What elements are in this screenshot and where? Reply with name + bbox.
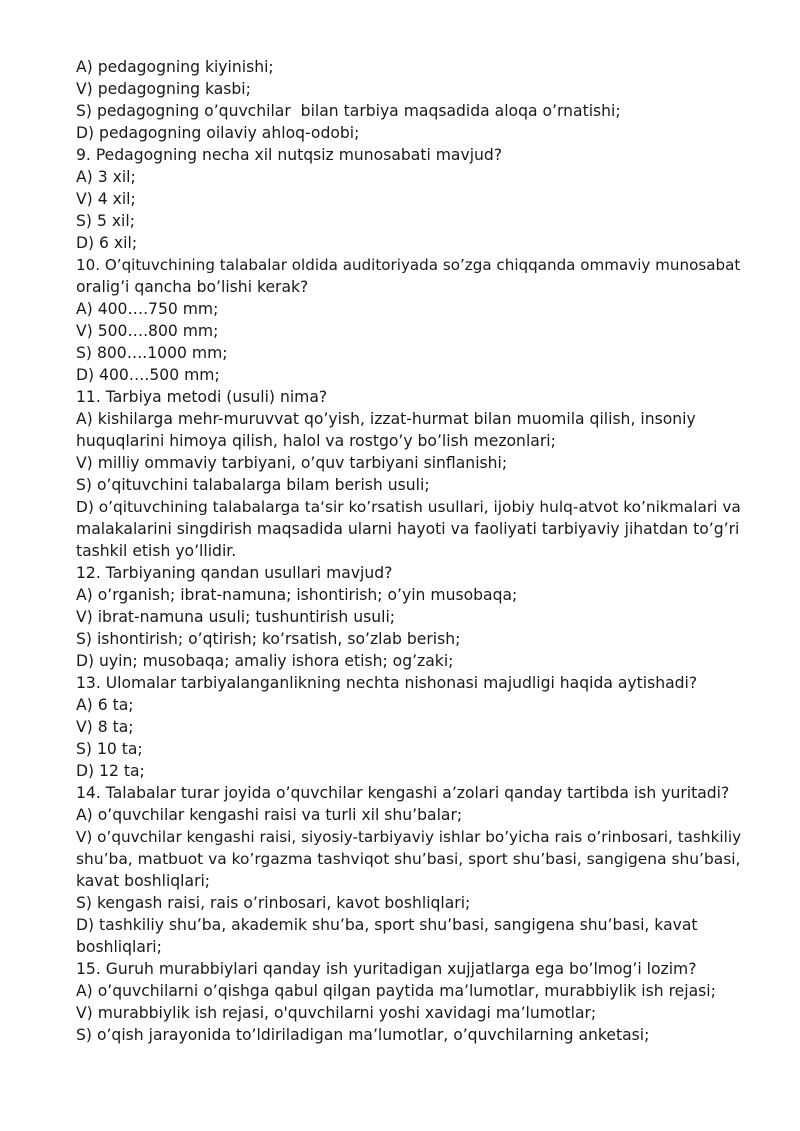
document-page <box>76 56 744 1046</box>
question-line: 13. Ulomalar tarbiyalanganlikning nechta nishonasi majudligi haqida aytishadi? <box>76 674 698 692</box>
answer-line: V) murabbiylik ish rejasi, o'quvchilarni yoshi xavidagi ma’lumotlar; <box>76 1004 597 1022</box>
answer-line: S) ishontirish; o’qtirish; ko’rsatish, so’zlab berish; <box>76 630 461 648</box>
answer-line-cont: huquqlarini himoya qilish, halol va rostgo’y bo’lish mezonlari; <box>76 432 556 450</box>
answer-line: A) 400….750 mm; <box>76 300 219 318</box>
answer-line: D) tashkiliy shu’ba, akademik shu’ba, sport shu’basi, sangigena shu’basi, kavat <box>76 916 698 934</box>
answer-line: V) o’quvchilar kengashi raisi, siyosiy-tarbiyaviy ishlar bo’yicha rais o’rinbosari, tashkiliy <box>76 828 742 846</box>
answer-line: V) milliy ommaviy tarbiyani, o’quv tarbiyani sinflanishi; <box>76 454 508 472</box>
answer-line: D) pedagogning oilaviy ahloq-odobi; <box>76 124 360 142</box>
question-line-cont: oralig’i qancha bo’lishi kerak? <box>76 278 309 296</box>
answer-line: V) pedagogning kasbi; <box>76 80 251 98</box>
answer-line: A) 3 xil; <box>76 168 136 186</box>
question-line: 14. Talabalar turar joyida o’quvchilar kengashi a’zolari qanday tartibda ish yuritadi? <box>76 784 730 802</box>
answer-line: A) 6 ta; <box>76 696 134 714</box>
answer-line-cont: boshliqlari; <box>76 938 162 956</box>
answer-line: A) o’quvchilar kengashi raisi va turli xil shu’balar; <box>76 806 463 824</box>
answer-line: D) o’qituvchining talabalarga ta‘sir ko’rsatish usullari, ijobiy hulq-atvot ko’nikmalari va <box>76 498 741 516</box>
question-line: 9. Pedagogning necha xil nutqsiz munosabati mavjud? <box>76 146 503 164</box>
answer-line: V) 4 xil; <box>76 190 136 208</box>
answer-line: D) uyin; musobaqa; amaliy ishora etish; og’zaki; <box>76 652 454 670</box>
answer-line: D) 400….500 mm; <box>76 366 220 384</box>
answer-line: V) 8 ta; <box>76 718 134 736</box>
answer-line-cont: shu’ba, matbuot va ko’rgazma tashviqot shu’basi, sport shu’basi, sangigena shu’basi, <box>76 850 741 868</box>
answer-line: V) ibrat-namuna usuli; tushuntirish usuli; <box>76 608 396 626</box>
answer-line: A) o’quvchilarni o’qishga qabul qilgan paytida ma’lumotlar, murabbiylik ish rejasi; <box>76 982 716 1000</box>
question-line: 10. O’qituvchining talabalar oldida auditoriyada so’zga chiqqanda ommaviy munosabat <box>76 256 741 274</box>
answer-line: S) pedagogning o’quvchilar bilan tarbiya maqsadida aloqa o’rnatishi; <box>76 102 621 120</box>
answer-line-cont: kavat boshliqlari; <box>76 872 211 890</box>
answer-line: D) 6 xil; <box>76 234 138 252</box>
answer-line: D) 12 ta; <box>76 762 145 780</box>
question-line: 11. Tarbiya metodi (usuli) nima? <box>76 388 328 406</box>
answer-line: S) o’qituvchini talabalarga bilam berish usuli; <box>76 476 430 494</box>
question-line: 12. Tarbiyaning qandan usullari mavjud? <box>76 564 393 582</box>
answer-line: S) 800….1000 mm; <box>76 344 228 362</box>
answer-line: V) 500….800 mm; <box>76 322 219 340</box>
answer-line: S) 5 xil; <box>76 212 135 230</box>
answer-line: A) o’rganish; ibrat-namuna; ishontirish; o’yin musobaqa; <box>76 586 518 604</box>
question-line: 15. Guruh murabbiylari qanday ish yuritadigan xujjatlarga ega bo’lmog’i lozim? <box>76 960 697 978</box>
answer-line-cont: malakalarini singdirish maqsadida ularni hayoti va faoliyati tarbiyaviy jihatdan to’g’ri <box>76 520 740 538</box>
answer-line: A) kishilarga mehr-muruvvat qo’yish, izzat-hurmat bilan muomila qilish, insoniy <box>76 410 696 428</box>
answer-line: S) kengash raisi, rais o’rinbosari, kavot boshliqlari; <box>76 894 471 912</box>
answer-line: S) o’qish jarayonida to’ldiriladigan ma’lumotlar, o’quvchilarning anketasi; <box>76 1026 650 1044</box>
answer-line: A) pedagogning kiyinishi; <box>76 58 274 76</box>
answer-line-cont: tashkil etish yo’llidir. <box>76 542 237 560</box>
answer-line: S) 10 ta; <box>76 740 143 758</box>
